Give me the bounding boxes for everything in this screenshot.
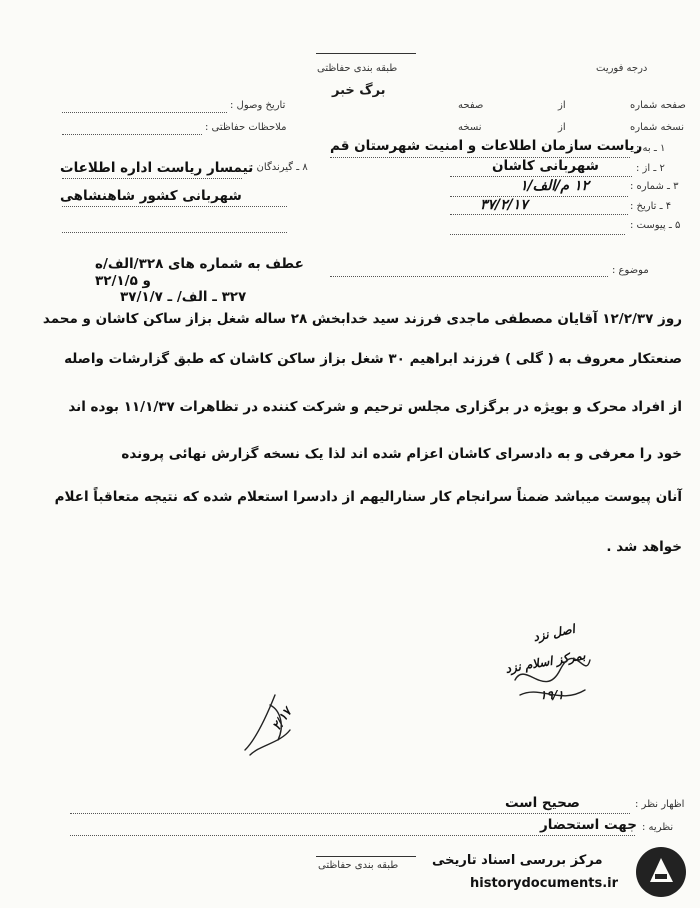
classification-bottom: طبقه بندی حفاظتی	[318, 860, 399, 871]
opinion-line	[70, 813, 630, 814]
archive-logo-icon	[633, 844, 689, 900]
from-label: ۲ ـ از :	[636, 163, 665, 174]
watermark-site: historydocuments.ir	[470, 876, 619, 891]
body-line-2: صنعتکار معروف به ( گلی ) فرزند ابراهیم ۳۰ شغل بزاز ساکن کاشان که طبق گزارشات واصله	[64, 351, 682, 367]
of-label: از	[558, 100, 566, 111]
to-value: ریاست سازمان اطلاعات و امنیت شهرستان قم	[330, 138, 643, 154]
recipients-line-2	[62, 206, 287, 207]
number-label: ۳ ـ شماره :	[630, 181, 679, 192]
signature-left	[230, 685, 310, 765]
security-notes-line	[62, 134, 202, 135]
copy-number-label: نسخه شماره	[630, 122, 684, 133]
form-title: برگ خبر	[332, 83, 386, 98]
classification-top: طبقه بندی حفاظتی	[317, 63, 398, 74]
of-label-2: از	[558, 122, 566, 133]
recipient-1: تیمسار ریاست اداره اطلاعات	[60, 160, 254, 176]
from-value: شهربانی کاشان	[492, 158, 599, 174]
reference-line-1: عطف به شماره های ۳۲۸/الف/ه	[95, 256, 304, 272]
subject-line	[330, 276, 608, 277]
opinion-value: صحیح است	[505, 795, 580, 811]
reference-line-2: و ۳۲/۱/۵	[95, 273, 151, 289]
reference-line-3: ۳۲۷ ـ الف/ ـ ۳۷/۱/۷	[120, 289, 247, 305]
number-line	[450, 196, 628, 197]
body-line-3: از افراد محرک و بویژه در برگزاری مجلس ترحیم و شرکت کننده در تظاهرات ۱۱/۱/۳۷ بوده اند	[68, 399, 682, 415]
recipients-label: ۸ ـ گیرندگان :	[250, 162, 308, 173]
security-notes-label: ملاحظات حفاظتی :	[205, 122, 287, 133]
handwritten-note-2: بمرکز اسلام نزد	[504, 648, 587, 676]
from-line	[450, 176, 632, 177]
recipient-2: شهربانی کشور شاهنشاهی	[60, 188, 242, 204]
to-label: ۱ ـ به :	[636, 143, 666, 154]
signature-right	[505, 640, 595, 710]
watermark-center-name: مرکز بررسی اسناد تاریخی	[432, 853, 603, 868]
number-value: ۱۲ م/الف/۱	[520, 178, 589, 194]
handwritten-note-3: ۱۹/۱	[540, 688, 564, 702]
divider	[316, 53, 416, 54]
ruling-label: نظریه :	[642, 822, 674, 833]
body-line-4: خود را معرفی و به دادسرای کاشان اعزام شده اند لذا یک نسخه گزارش نهائی پرونده	[121, 446, 682, 462]
recipients-line-1	[62, 178, 242, 179]
date-received-line	[62, 112, 227, 113]
recipients-line-3	[62, 232, 287, 233]
divider-bottom	[316, 856, 416, 857]
copies-label: نسخه	[458, 122, 482, 133]
attachments-label: ۵ ـ پیوست :	[630, 220, 681, 231]
subject-label: موضوع :	[612, 265, 649, 276]
body-line-6: خواهد شد .	[606, 539, 682, 555]
priority-label: درجه فوریت	[596, 63, 648, 74]
ruling-line	[70, 835, 635, 836]
date-value: ۳۷/۲/۱۷	[480, 197, 528, 213]
date-label: ۴ ـ تاریخ :	[630, 201, 672, 212]
page-number-label: صفحه شماره	[630, 100, 686, 111]
body-line-5: آنان پیوست میباشد ضمناً سرانجام کار سنارالیهم از دادسرا استعلام شده که نتیجه متعاقباً اعلام	[54, 489, 682, 505]
opinion-label: اظهار نظر :	[635, 799, 685, 810]
body-line-1: روز ۱۲/۲/۳۷ آقایان مصطفی ماجدی فرزند سید خدابخش ۲۸ ساله شغل بزاز ساکن کاشان و محمد	[42, 311, 682, 327]
ruling-value: جهت استحضار	[540, 817, 637, 833]
date-received-label: تاریخ وصول :	[230, 100, 286, 111]
attachments-line	[450, 234, 625, 235]
handwritten-note-1: اصل نزد	[532, 621, 577, 645]
initials: ۲/۱۷	[269, 705, 295, 733]
pages-label: صفحه	[458, 100, 484, 111]
date-line	[450, 214, 628, 215]
